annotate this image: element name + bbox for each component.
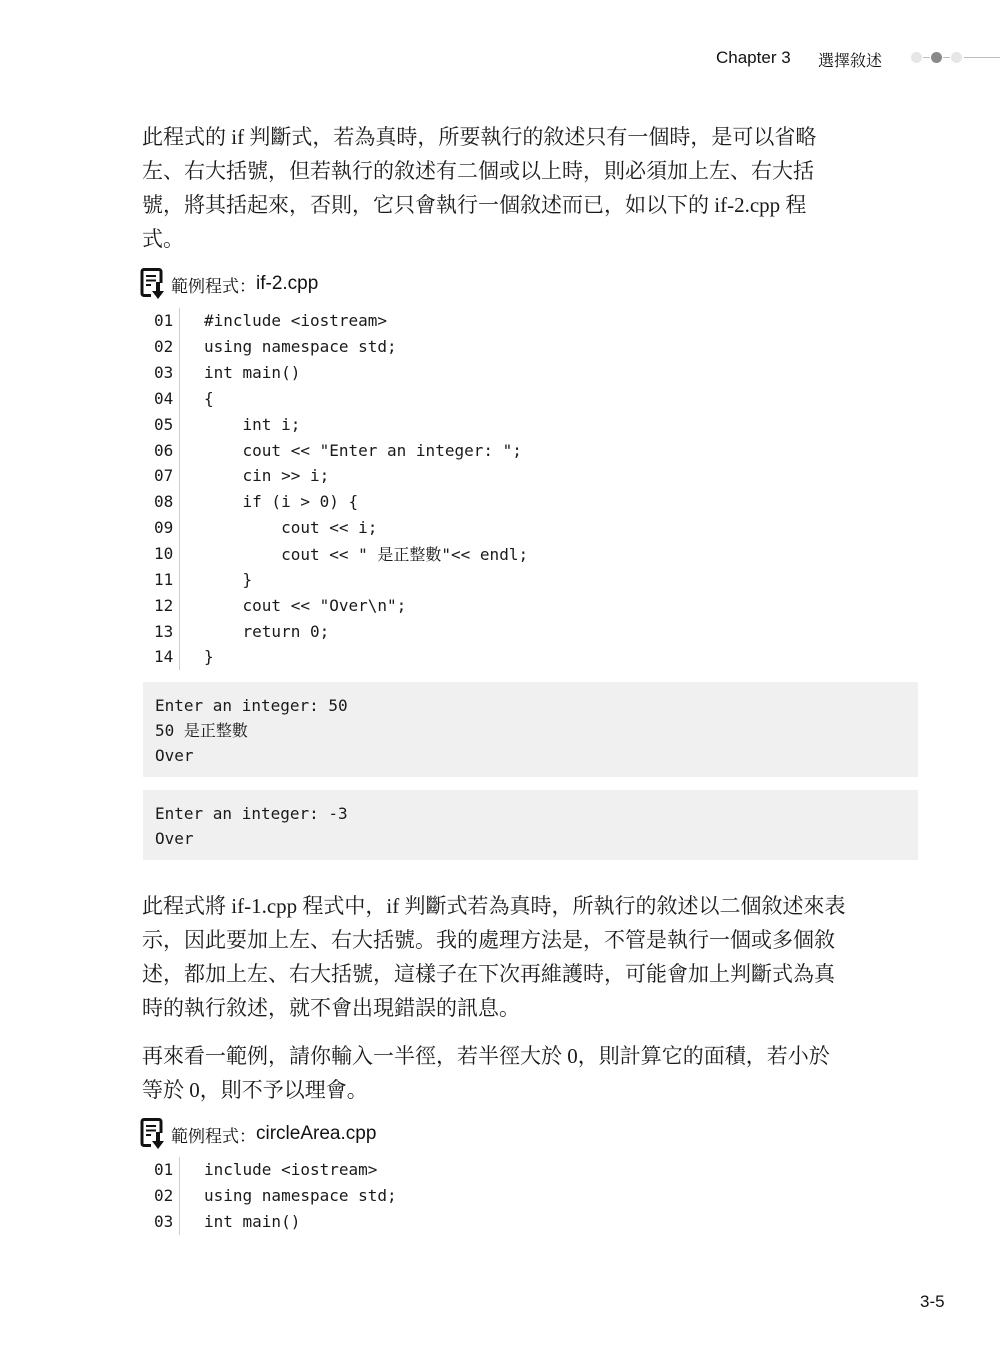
code-listing-if-2: [150, 308, 528, 670]
code-text: int main(): [204, 363, 301, 383]
chapter-title: 選擇敘述: [818, 51, 883, 70]
code-line: [150, 618, 528, 644]
document-download-icon: [140, 1118, 166, 1150]
code-line: [150, 360, 528, 386]
paragraph-line: 再來看一範例，請你輸入一半徑，若半徑大於 0，則計算它的面積，若小於: [142, 1044, 830, 1068]
code-text: int main(): [204, 1212, 301, 1232]
program-output-2: [143, 790, 918, 860]
code-text: cout << "Over\n";: [204, 595, 407, 615]
output-line: Enter an integer: -3: [155, 804, 348, 823]
code-text: if (i > 0) {: [204, 492, 359, 512]
paragraph-line: 號，將其括起來，否則，它只會執行一個敘述而已，如以下的 if-2.cpp 程: [142, 193, 807, 217]
line-number: 07: [154, 466, 174, 486]
line-number: 03: [154, 363, 174, 383]
code-line: [150, 1209, 397, 1235]
output-line: Enter an integer: 50: [155, 696, 348, 715]
line-number: 03: [154, 1212, 174, 1232]
code-text: }: [204, 569, 253, 589]
line-number: 09: [154, 518, 174, 538]
example-heading-if-2: [140, 267, 318, 301]
example-label: 範例程式：: [171, 1126, 256, 1147]
dot-icon: [931, 52, 942, 63]
paragraph-line: 左、右大括號，但若執行的敘述有二個或以上時，則必須加上左、右大括: [142, 159, 814, 183]
code-line: [150, 411, 528, 437]
body-paragraph-3: [142, 1039, 918, 1107]
code-text: cout << i;: [204, 518, 378, 538]
output-line: 50 是正整數: [155, 721, 248, 740]
code-line: [150, 644, 528, 670]
code-listing-circlearea: [150, 1157, 397, 1235]
paragraph-line: 式。: [142, 227, 184, 251]
line-number: 02: [154, 1186, 174, 1206]
code-text: return 0;: [204, 621, 330, 641]
divider: [964, 57, 1000, 58]
document-download-icon: [140, 268, 166, 300]
paragraph-line: 時的執行敘述，就不會出現錯誤的訊息。: [142, 996, 520, 1020]
gutter-divider: [179, 1157, 180, 1235]
running-header: [0, 46, 1000, 72]
line-number: 01: [154, 311, 174, 331]
divider: [923, 57, 930, 58]
example-heading-circlearea: [140, 1117, 376, 1151]
code-line: [150, 489, 528, 515]
code-line: [150, 1183, 397, 1209]
line-number: 08: [154, 492, 174, 512]
line-number: 02: [154, 337, 174, 357]
code-line: [150, 386, 528, 412]
code-text: #include <iostream>: [204, 311, 388, 331]
paragraph-line: 此程式的 if 判斷式，若為真時，所要執行的敘述只有一個時，是可以省略: [142, 125, 817, 149]
paragraph-line: 此程式將 if-1.cpp 程式中，if 判斷式若為真時，所執行的敘述以二個敘述來表: [142, 894, 846, 918]
line-number: 01: [154, 1160, 174, 1180]
code-text: using namespace std;: [204, 337, 397, 357]
line-number: 06: [154, 440, 174, 460]
code-line: [150, 592, 528, 618]
line-number: 13: [154, 621, 174, 641]
gutter-divider: [179, 308, 180, 670]
example-filename: if-2.cpp: [256, 273, 319, 294]
chapter-label: Chapter 3: [716, 48, 791, 67]
code-text: cout << " 是正整數"<< endl;: [204, 545, 529, 565]
code-line: [150, 308, 528, 334]
code-text: }: [204, 647, 214, 667]
line-number: 05: [154, 414, 174, 434]
line-number: 10: [154, 544, 174, 564]
dot-icon: [911, 52, 922, 63]
code-text: cin >> i;: [204, 466, 330, 486]
page-number: 3-5: [920, 1292, 945, 1311]
code-text: int i;: [204, 414, 301, 434]
paragraph-line: 述，都加上左、右大括號，這樣子在下次再維護時，可能會加上判斷式為真: [142, 962, 835, 986]
code-text: include <iostream>: [204, 1160, 378, 1180]
program-output-1: [143, 682, 918, 777]
body-paragraph-1: [142, 120, 918, 256]
code-text: cout << "Enter an integer: ";: [204, 440, 522, 460]
code-line: [150, 463, 528, 489]
example-label: 範例程式：: [171, 276, 256, 297]
paragraph-line: 示，因此要加上左、右大括號。我的處理方法是，不管是執行一個或多個敘: [142, 928, 835, 952]
code-line: [150, 566, 528, 592]
line-number: 14: [154, 647, 174, 667]
code-text: using namespace std;: [204, 1186, 397, 1206]
code-line: [150, 334, 528, 360]
paragraph-line: 等於 0，則不予以理會。: [142, 1078, 368, 1102]
code-text: {: [204, 388, 214, 408]
code-line: [150, 515, 528, 541]
line-number: 12: [154, 595, 174, 615]
output-line: Over: [155, 746, 194, 765]
line-number: 04: [154, 388, 174, 408]
header-decoration: [911, 52, 1000, 64]
code-line: [150, 437, 528, 463]
code-line: [150, 1157, 397, 1183]
dot-icon: [951, 52, 962, 63]
divider: [943, 57, 950, 58]
body-paragraph-2: [142, 889, 918, 1025]
output-line: Over: [155, 829, 194, 848]
line-number: 11: [154, 569, 174, 589]
code-line: [150, 541, 528, 567]
example-filename: circleArea.cpp: [256, 1123, 377, 1144]
